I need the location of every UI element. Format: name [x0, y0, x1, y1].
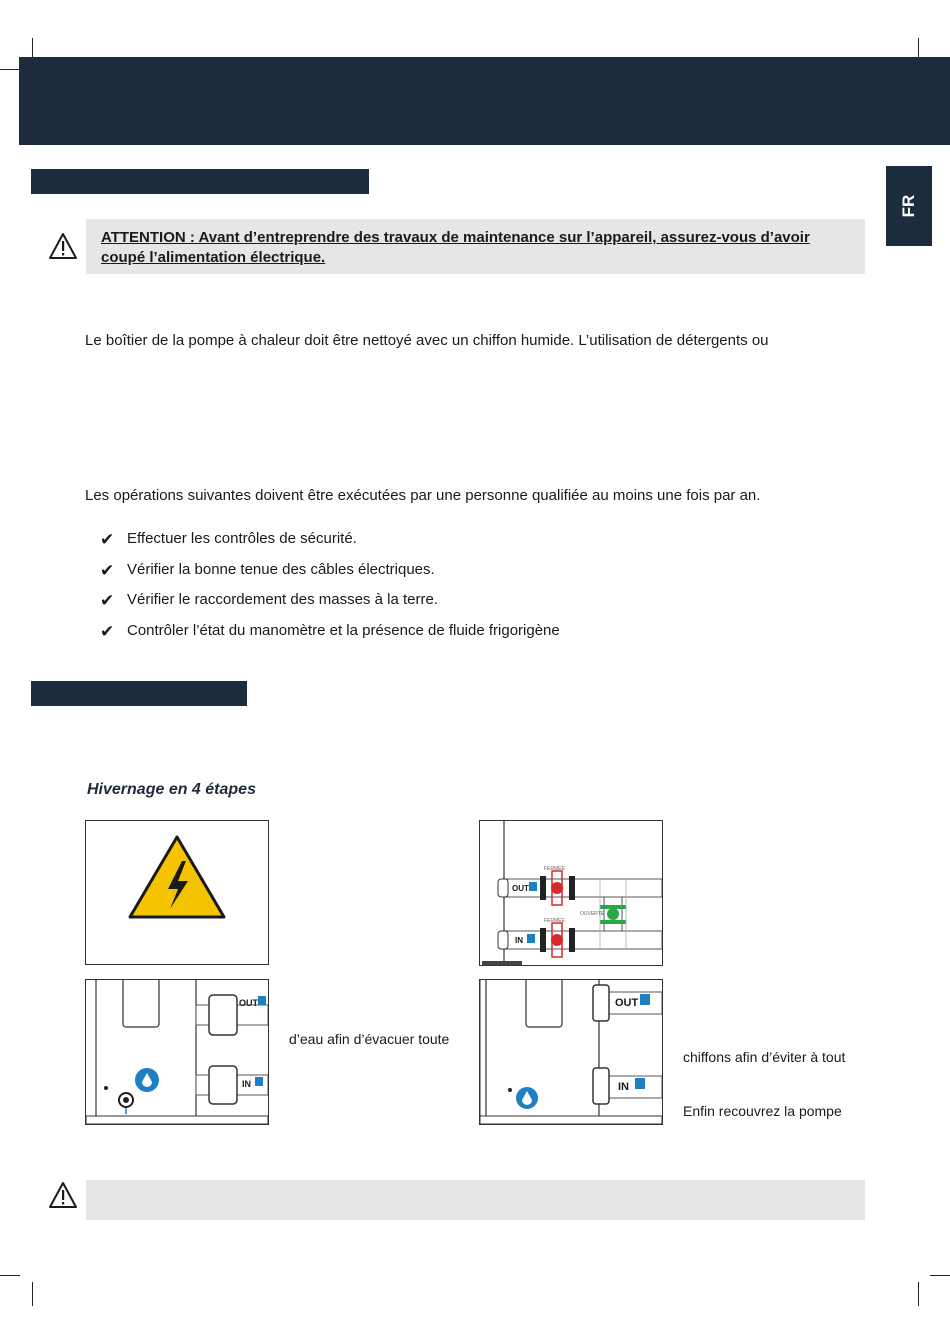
step4-text-line2: Enfin recouvrez la pompe — [683, 1103, 842, 1119]
checklist — [100, 530, 560, 652]
crop-mark — [930, 1275, 950, 1276]
in-arrow-icon — [527, 934, 535, 943]
step3-text: d’eau afin d’évacuer toute — [289, 1031, 450, 1047]
paragraph-annual-operations: Les opérations suivantes doivent être exécutées par une personne qualifiée au moins une fois par an. — [85, 487, 761, 504]
list-item: ✔ Vérifier le raccordement des masses à la terre. — [100, 591, 438, 610]
out-label: OUT — [615, 997, 639, 1009]
crop-mark — [0, 1275, 20, 1276]
section-heading-bar-maintenance — [31, 169, 369, 194]
out-arrow-icon — [529, 882, 537, 891]
language-tab — [886, 166, 932, 246]
paragraph-housing-cleaning: Le boîtier de la pompe à chaleur doit être nettoyé avec un chiffon humide. L’utilisation de détergents ou — [85, 332, 769, 349]
in-arrow-icon — [635, 1078, 645, 1089]
out-label: OUT — [512, 884, 529, 893]
list-item: ✔ Vérifier la bonne tenue des câbles électriques. — [100, 560, 435, 580]
valve-label-closed: FERMÉE — [544, 918, 565, 924]
section-heading-bar-wintering — [31, 681, 247, 706]
step2-figure-valves — [479, 820, 663, 966]
step4-figure-unit — [479, 979, 663, 1125]
step4-text-line1: chiffons afin d’éviter à tout — [683, 1049, 846, 1065]
crop-mark — [0, 69, 20, 70]
wintering-heading: Hivernage en 4 étapes — [87, 781, 256, 798]
out-arrow-icon — [640, 994, 650, 1005]
list-item: ✔ Effectuer les contrôles de sécurité. — [100, 530, 357, 549]
warning-box — [86, 219, 865, 274]
in-arrow-icon — [255, 1077, 263, 1086]
step1-figure-electric-hazard — [85, 820, 269, 965]
in-label: IN — [515, 936, 523, 945]
electric-hazard-icon — [86, 821, 268, 964]
warning-box-bottom — [86, 1180, 865, 1220]
checkmark-icon: ✔ — [100, 560, 115, 580]
crop-mark — [918, 1282, 919, 1306]
step3-figure-drain — [85, 979, 269, 1125]
checkmark-icon: ✔ — [100, 591, 115, 610]
crop-mark — [32, 1282, 33, 1306]
out-arrow-icon — [258, 996, 266, 1005]
warning-icon — [48, 232, 78, 260]
list-item: ✔ Contrôler l’état du manomètre et la présence de fluide frigorigène — [100, 621, 560, 641]
valve-label-closed: FERMÉE — [544, 866, 565, 872]
header-banner — [19, 57, 950, 145]
in-label: IN — [618, 1081, 629, 1093]
warning-icon — [48, 1181, 78, 1209]
out-label: OUT — [239, 998, 258, 1008]
language-tab-label: FR — [899, 194, 918, 218]
warning-text: ATTENTION : Avant d’entreprendre des travaux de maintenance sur l’appareil, assurez-vous d’avoir coupé l’alimentation électrique. — [101, 229, 810, 266]
in-label: IN — [242, 1079, 251, 1089]
checkmark-icon: ✔ — [100, 530, 115, 549]
valve-label-open: OUVERTE — [580, 911, 605, 917]
checkmark-icon: ✔ — [100, 621, 115, 641]
